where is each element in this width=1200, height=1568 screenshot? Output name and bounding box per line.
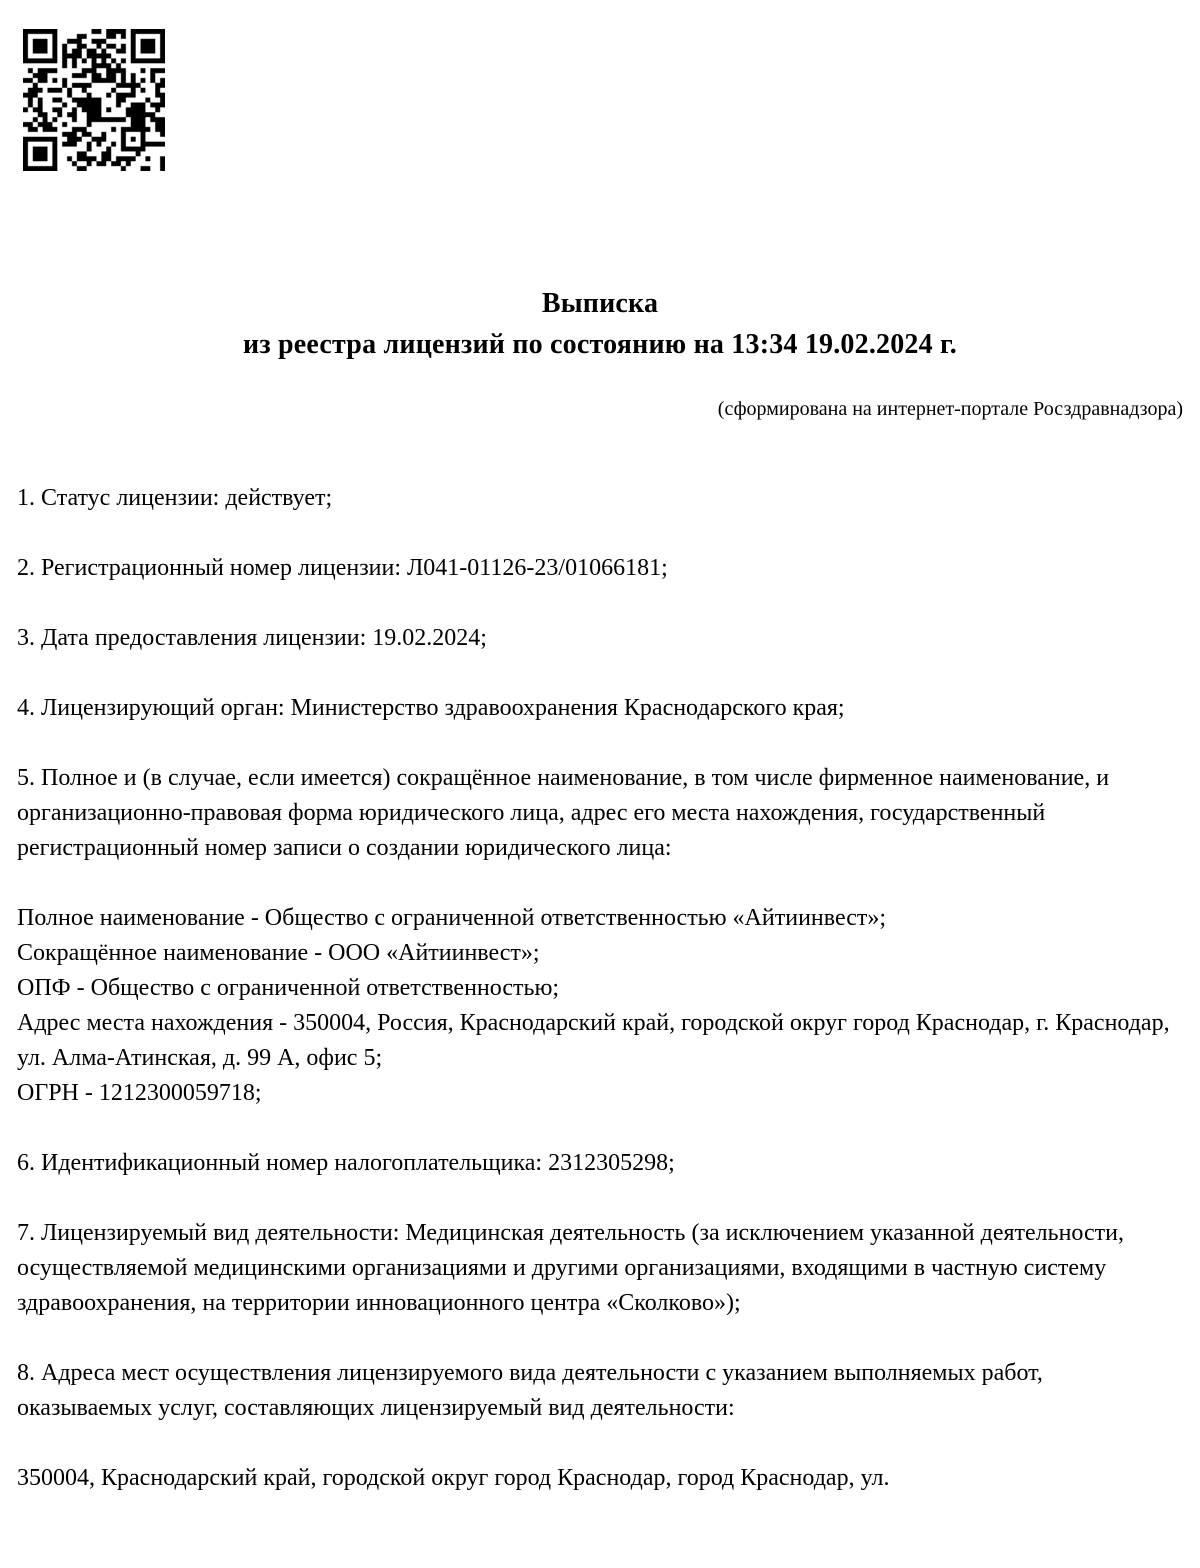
paragraph-6-line: Сокращённое наименование - ООО «Айтиинвест»; <box>17 940 540 966</box>
paragraph-10-line: 350004, Краснодарский край, городской округ город Краснодар, город Краснодар, ул. <box>17 1465 890 1491</box>
document-title <box>0 283 1200 365</box>
paragraph-4 <box>17 691 1183 726</box>
document-title-line1: Выписка <box>541 288 659 319</box>
paragraph-6-line: Полное наименование - Общество с ограниченной ответственностью «Айтиинвест»; <box>17 905 887 931</box>
paragraph-6-line: ОПФ - Общество с ограниченной ответственностью; <box>17 975 560 1001</box>
paragraph-8-line: 7. Лицензируемый вид деятельности: Медицинская деятельность (за исключением указанной деятельности, осуществляемой медицинскими организациями и другими организациями, входящими в частную систему здравоохранения, на территории инновационного центра «Сколково»); <box>17 1220 1125 1316</box>
paragraph-3 <box>17 621 1183 656</box>
paragraph-2-line: 2. Регистрационный номер лицензии: Л041-01126-23/01066181; <box>17 555 668 581</box>
paragraph-2 <box>17 551 1183 586</box>
paragraph-7 <box>17 1146 1183 1181</box>
paragraph-3-line: 3. Дата предоставления лицензии: 19.02.2024; <box>17 625 487 651</box>
paragraph-4-line: 4. Лицензирующий орган: Министерство здравоохранения Краснодарского края; <box>17 695 845 721</box>
paragraph-5 <box>17 761 1183 866</box>
paragraph-6-line: Адрес места нахождения - 350004, Россия, Краснодарский край, городской округ город Краснодар, г. Краснодар, ул. Алма-Атинская, д. 99 А, офис 5; <box>17 1010 1170 1071</box>
paragraph-5-line: 5. Полное и (в случае, если имеется) сокращённое наименование, в том числе фирменное наименование, и организационно-правовая форма юридического лица, адрес его места нахождения, государственный регистрационный номер записи о создании юридического лица: <box>17 765 1110 861</box>
paragraph-9-line: 8. Адреса мест осуществления лицензируемого вида деятельности с указанием выполняемых работ, оказываемых услуг, составляющих лицензируемый вид деятельности: <box>17 1360 1043 1421</box>
paragraph-8 <box>17 1216 1183 1321</box>
paragraph-1 <box>17 481 1183 516</box>
paragraph-10 <box>17 1461 1183 1496</box>
document-title-line2: из реестра лицензий по состоянию на 13:34 19.02.2024 г. <box>243 329 957 360</box>
document-body <box>17 481 1183 1531</box>
paragraph-6 <box>17 901 1183 1111</box>
paragraph-9 <box>17 1356 1183 1426</box>
qr-code-icon <box>23 29 165 171</box>
paragraph-6-line: ОГРН - 1212300059718; <box>17 1080 262 1106</box>
document-subtitle: (сформирована на интернет-портале Росздравнадзора) <box>717 398 1183 420</box>
paragraph-1-line: 1. Статус лицензии: действует; <box>17 485 333 511</box>
paragraph-7-line: 6. Идентификационный номер налогоплательщика: 2312305298; <box>17 1150 675 1176</box>
